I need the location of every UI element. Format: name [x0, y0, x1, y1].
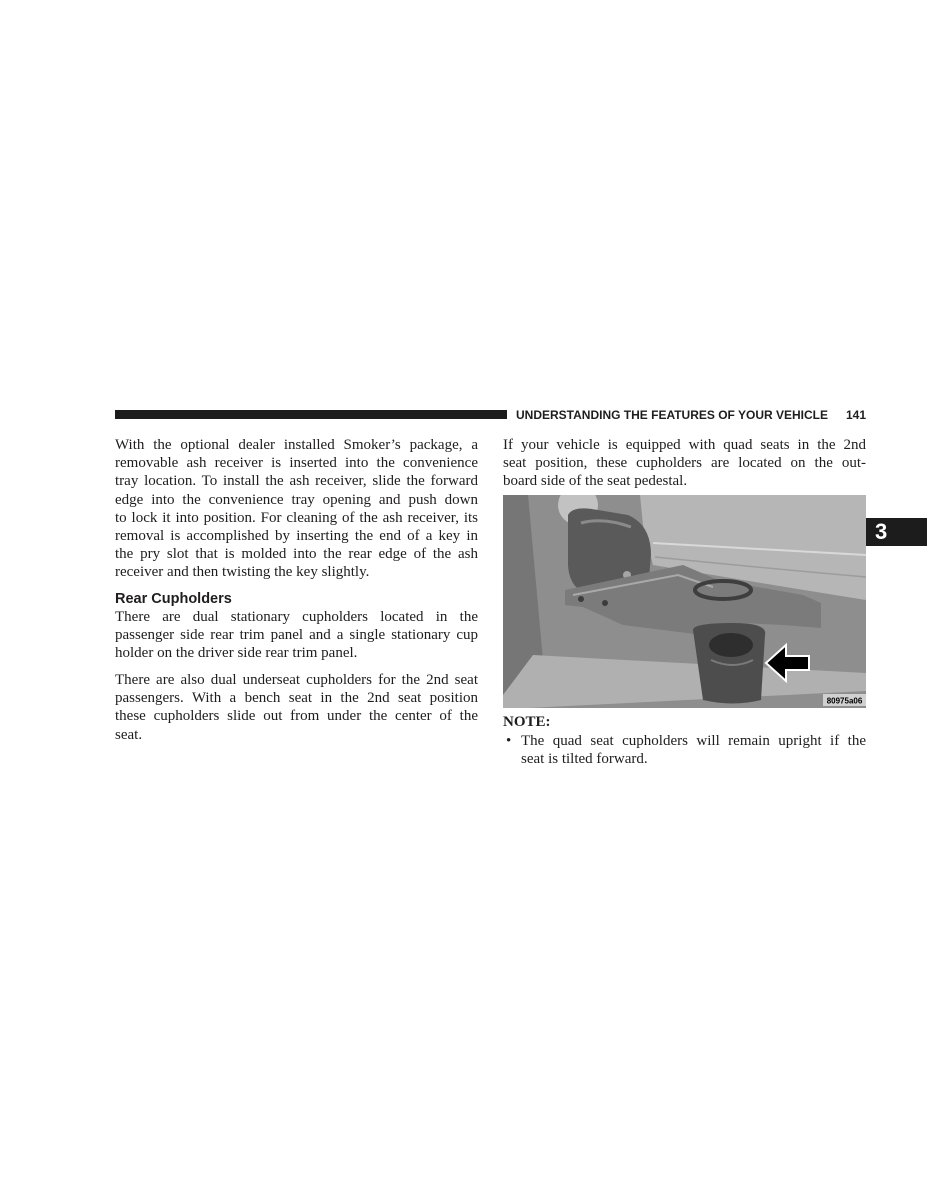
text-line: to lock it into position. For cleaning of the ash receiver, its	[115, 509, 478, 526]
text-line: edge into the convenience tray opening and push down	[115, 491, 478, 508]
text-line: holder on the driver side rear trim panel.	[115, 645, 358, 662]
cupholder-opening	[709, 633, 753, 657]
section-tab-label: 3	[875, 519, 888, 544]
text-line: removable ash receiver is inserted into the convenience	[115, 455, 478, 472]
figure-label: 80975a06	[826, 696, 863, 706]
text-line: seat position, these cupholders are located on the out-	[503, 455, 866, 472]
text-line: seat is tilted forward.	[521, 751, 648, 768]
text-line: board side of the seat pedestal.	[503, 473, 688, 490]
text-line: seat.	[115, 726, 143, 743]
section-tab	[866, 518, 927, 546]
text-line: The quad seat cupholders will remain upright if the	[521, 733, 866, 749]
text-line: removal is accomplished by inserting the end of a key in	[115, 528, 478, 545]
note-label: NOTE:	[503, 714, 551, 730]
note-bullet-text	[521, 732, 866, 768]
figure-illustration	[503, 495, 866, 708]
header-title: UNDERSTANDING THE FEATURES OF YOUR VEHICLE	[516, 408, 829, 422]
paragraph-underseat-cupholders	[115, 671, 478, 744]
text-line: With the optional dealer installed Smoker’s package, a	[115, 437, 478, 453]
bullet-marker: •	[506, 733, 512, 749]
text-line: these cupholders slide out from under the center of the	[115, 708, 478, 725]
text-line: passengers. With a bench seat in the 2nd seat position	[115, 690, 478, 707]
bracket-bolt	[602, 600, 608, 606]
bracket-bolt	[578, 596, 584, 602]
text-line: There are also dual underseat cupholders for the 2nd seat	[115, 672, 478, 688]
text-line: There are dual stationary cupholders located in the	[115, 609, 478, 625]
paragraph-stationary-cupholders	[115, 608, 478, 663]
text-line: passenger side rear trim panel and a single stationary cup	[115, 627, 478, 644]
header-rule	[115, 410, 507, 419]
text-line: receiver and then twisting the key slightly.	[115, 564, 370, 581]
page-number: 141	[845, 408, 866, 422]
paragraph-quad-seats	[503, 436, 866, 491]
text-line: tray location. To install the ash receiver, slide the forward	[115, 473, 478, 490]
text-line: If your vehicle is equipped with quad seats in the 2nd	[503, 437, 866, 453]
text-line: the pry slot that is molded into the rear edge of the ash	[115, 546, 478, 563]
section-heading-rear-cupholders: Rear Cupholders	[115, 591, 232, 607]
figure-seat-pedestal-cupholder	[503, 495, 866, 708]
paragraph-smokers-package	[115, 436, 478, 582]
